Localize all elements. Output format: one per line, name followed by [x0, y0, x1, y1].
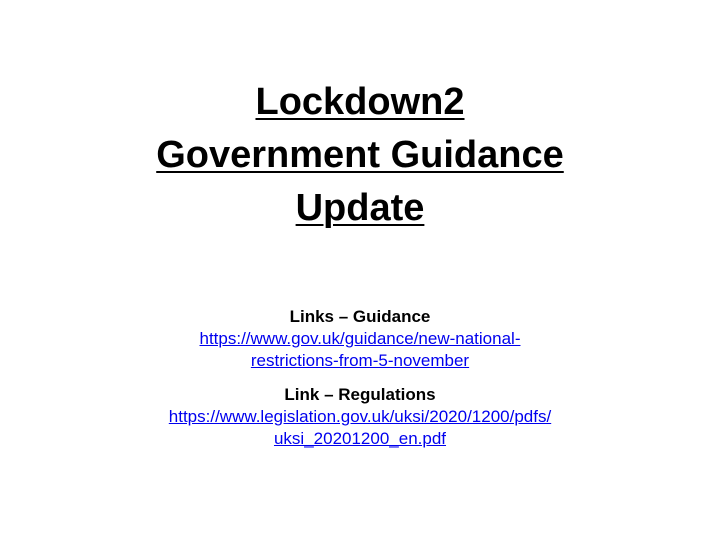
title-line-1: Lockdown2 [255, 81, 465, 123]
title-line-3: Update [295, 187, 425, 229]
regulations-heading: Link – Regulations [284, 385, 436, 404]
regulations-link-line-1[interactable]: https://www.legislation.gov.uk/uksi/2020/1200/pdfs/ [168, 407, 552, 426]
regulations-link-line-2[interactable]: uksi_20201200_en.pdf [273, 429, 447, 448]
guidance-link[interactable] [0, 328, 720, 372]
guidance-link-line-1[interactable]: https://www.gov.uk/guidance/new-national- [199, 329, 521, 348]
guidance-heading: Links – Guidance [289, 307, 431, 326]
guidance-link-line-2[interactable]: restrictions-from-5-november [250, 351, 470, 370]
slide-title [0, 76, 720, 235]
slide-body [0, 306, 720, 450]
title-line-2: Government Guidance [156, 134, 564, 176]
regulations-link[interactable] [0, 406, 720, 450]
section-spacer [0, 372, 720, 384]
